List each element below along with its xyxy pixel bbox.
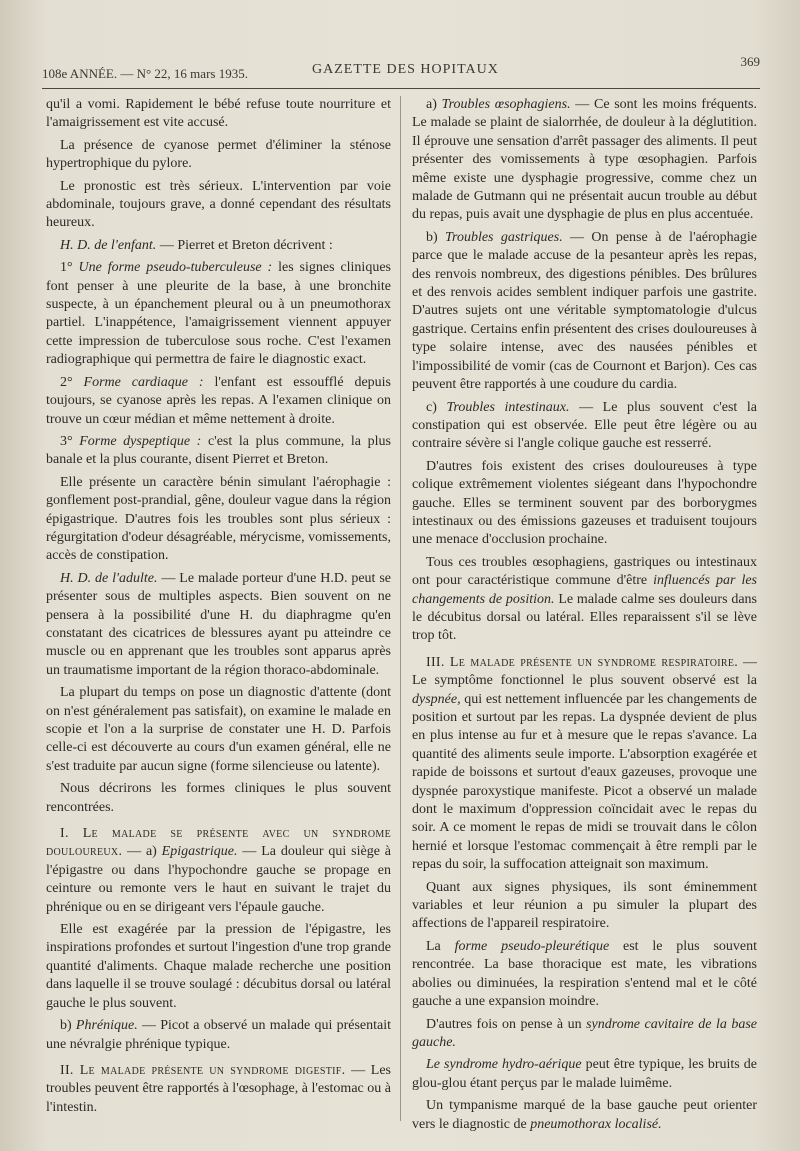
paragraph: H. D. de l'adulte. — Le malade porteur d'une H.D. peut se présenter sous de multiples aspects. Bien souvent on ne pensera à la possibilité d'une H. du diaphragme qu'en constatant des cicatrices de blessures ayant pu atteindre ce muscle ou en apprenant que les troubles sont apparus après un traumatisme important de la région thoraco-abdominale. bbox=[46, 570, 391, 678]
paragraph: b) Phrénique. — Picot a observé un malade qui présentait une névralgie phrénique typique. bbox=[46, 1018, 391, 1052]
item-title: Forme dyspeptique : bbox=[79, 433, 202, 449]
emphasis: pneumothorax localisé. bbox=[530, 1116, 662, 1131]
column-divider bbox=[400, 96, 401, 1121]
section-title: H. D. de l'adulte. bbox=[60, 570, 158, 586]
paragraph: Le syndrome hydro-aérique peut être typique, les bruits de glou-glou étant perçus par le malade luimême. bbox=[412, 1057, 757, 1091]
emphasis: influencés par les changements de position. bbox=[412, 573, 757, 607]
journal-title: GAZETTE DES HOPITAUX bbox=[312, 62, 499, 77]
paragraph: b) Troubles gastriques. — On pense à de l'aérophagie parce que le malade accuse de la pesanteur après les repas, des renvois nombreux, des digestions pénibles. Des brûlures et des renvois acides semblent indiquer parfois une gastrite. D'autres sujets ont une véritable symptomatologie d'ulcus gastrique. Certains enfin présentent des crises douloureuses à type solaire intense, avec des nausées pénibles et l'impossibilité de vomir (cas de Cournont et Barjon). Ces cas peuvent être rapportés à une coudure du cardia. bbox=[412, 229, 757, 393]
section-heading: I. Le malade se présente avec un syndrome douloureux. bbox=[46, 826, 391, 860]
paragraph: II. Le malade présente un syndrome digestif. — Les troubles peuvent être rapportés à l'œsophage, à l'estomac ou à l'intestin. bbox=[46, 1062, 391, 1115]
paragraph: Quant aux signes physiques, ils sont éminemment variables et leur réunion a pu simuler la plupart des affections de l'appareil respiratoire. bbox=[412, 879, 757, 932]
paragraph: D'autres fois existent des crises douloureuses à type colique extrêmement violentes siégeant dans l'hypochondre gauche. Elles se terminent souvent par des borborygmes intestinaux ou des émissions gazeuses et traduisent toujours une menace d'occlusion prochaine. bbox=[412, 458, 757, 548]
paragraph: 1° Une forme pseudo-tuberculeuse : les signes cliniques font penser à une pleurite de la base, à une bronchite suspecte, à un épanchement pleural ou à un pneumothorax partiel. L'inappétence, l'amaigrissement viennent appuyer cette impression de tuberculose sous roche. C'est l'examen radiographique qui permettra de faire le diagnostic exact. bbox=[46, 260, 391, 368]
paragraph: La présence de cyanose permet d'éliminer la sténose hypertrophique du pylore. bbox=[46, 137, 391, 172]
issue-info: 108e ANNÉE. — N° 22, 16 mars 1935. bbox=[42, 66, 248, 81]
paragraph: I. Le malade se présente avec un syndrome douloureux. — a) Epigastrique. — La douleur qui siège à l'épigastre ou dans l'hypochondre gauche se propage en ceinture ou remonte vers le haut en suivant le trajet du phrénique ou en se dirigeant vers l'épaule gauche. bbox=[46, 826, 391, 915]
paragraph: Elle est exagérée par la pression de l'épigastre, les inspirations profondes et surtout l'ingestion d'une trop grande quantité d'aliments. Chaque malade recherche une position dans laquelle il se trouve soulagé : décubitus dorsal ou latéral gauche le plus souvent. bbox=[46, 922, 391, 1011]
section-heading: II. Le malade présente un syndrome digestif. bbox=[60, 1062, 346, 1078]
paragraph: 3° Forme dyspeptique : c'est la plus commune, la plus banale et la plus courante, disent Pierret et Breton. bbox=[46, 433, 391, 468]
paragraph: c) Troubles intestinaux. — Le plus souvent c'est la constipation qui est observée. Elle peut être légère ou au contraire sévère si l'angle colique gauche est resserré. bbox=[412, 399, 757, 452]
paragraph: qu'il a vomi. Rapidement le bébé refuse toute nourriture et l'amaigrissement est vite accusé. bbox=[46, 97, 391, 131]
emphasis: syndrome cavitaire de la base gauche. bbox=[412, 1016, 757, 1050]
item-title: Une forme pseudo-tuberculeuse : bbox=[78, 260, 273, 276]
paragraph: H. D. de l'enfant. — Pierret et Breton décrivent : bbox=[60, 237, 333, 253]
item-title: Troubles gastriques. bbox=[445, 229, 563, 245]
item-title: Epigastrique. bbox=[161, 844, 238, 860]
item-title: Phrénique. bbox=[75, 1018, 138, 1034]
page-number: 369 bbox=[740, 54, 760, 69]
paragraph: Elle présente un caractère bénin simulant l'aérophagie : gonflement post-prandial, gêne, douleur vague dans la région épigastrique. D'autres fois les troubles sont plus sérieux : régurgitation d'odeur désagréable, mérycisme, vomissements, accès de constipation. bbox=[46, 474, 391, 564]
section-title: H. D. de l'enfant. bbox=[60, 237, 157, 253]
paragraph: a) Troubles œsophagiens. — Ce sont les moins fréquents. Le malade se plaint de sialorrhée, de douleur à la déglutition. Il éprouve une sensation d'arrêt passager des aliments. Il peut présenter des vomissements à type œsophagien. Parfois même existe une dysphagie progressive, comme chez un malade de Gutmann qui ne présentait aucun trouble au début du repas, puis avait une dysphagie de plus en plus accentuée. bbox=[412, 97, 757, 223]
item-title: Troubles œsophagiens. bbox=[441, 97, 571, 112]
section-heading: III. Le malade présente un syndrome respiratoire. bbox=[426, 654, 739, 670]
emphasis: dyspnée, bbox=[412, 691, 461, 707]
paragraph: La plupart du temps on pose un diagnostic d'attente (dont on n'est généralement pas satisfait), on examine le malade en scopie et l'on a la surprise de constater une H. D. Parfois celle-ci est découverte au cours d'un examen général, elle ne s'est traduite par aucun signe (forme silencieuse ou latente). bbox=[46, 685, 391, 774]
item-title: Forme cardiaque : bbox=[83, 374, 204, 390]
page-header bbox=[42, 54, 760, 89]
left-column bbox=[46, 96, 391, 1131]
paragraph: La forme pseudo-pleurétique est le plus souvent rencontrée. La base thoracique est mate, les vibrations abolies ou diminuées, la respiration s'entend mal et le côté gauche a une expansion moindre. bbox=[412, 938, 757, 1010]
paragraph: 2° Forme cardiaque : l'enfant est essoufflé depuis toujours, se cyanose après les repas. A l'examen clinique on trouve un cœur médian et même nettement à droite. bbox=[46, 374, 391, 427]
paragraph: III. Le malade présente un syndrome respiratoire. — Le symptôme fonctionnel le plus souvent observé est la dyspnée, qui est nettement influencée par les changements de position et surtout par les repas. La dyspnée devient de plus en plus intense au fur et à mesure que le repas s'avance. La quantité des aliments seule importe. L'absorption exagérée et rapide de boissons et surtout d'eaux gazeuses, provoque une dyspnée paroxystique manifeste. Picot a observé un malade dont le maximum d'oppression coïncidait avec le repas du soir. A ce moment le repas de midi se trouvait dans le côlon hernié et lorsque l'estomac commençait à être rempli par le repas du soir, la suffocation atteignait son maximum. bbox=[412, 654, 757, 873]
emphasis: Le syndrome hydro-aérique bbox=[426, 1057, 582, 1073]
right-column bbox=[412, 96, 757, 1131]
paragraph: D'autres fois on pense à un syndrome cavitaire de la base gauche. bbox=[412, 1016, 757, 1050]
paragraph: Le pronostic est très sérieux. L'intervention par voie abdominale, toujours grave, a donné cependant des résultats heureux. bbox=[46, 178, 391, 231]
paragraph: Nous décrirons les formes cliniques le plus souvent rencontrées. bbox=[46, 781, 391, 815]
paragraph: Tous ces troubles œsophagiens, gastriques ou intestinaux ont pour caractéristique commune d'être influencés par les changements de position. Le malade calme ses douleurs dans le décubitus dorsal ou latéral. Elles reparaissent s'il se lève trop tôt. bbox=[412, 554, 757, 644]
item-title: Troubles intestinaux. bbox=[446, 399, 570, 415]
emphasis: forme pseudo-pleurétique bbox=[454, 938, 610, 954]
paragraph: Un tympanisme marqué de la base gauche peut orienter vers le diagnostic de pneumothorax localisé. bbox=[412, 1098, 757, 1131]
